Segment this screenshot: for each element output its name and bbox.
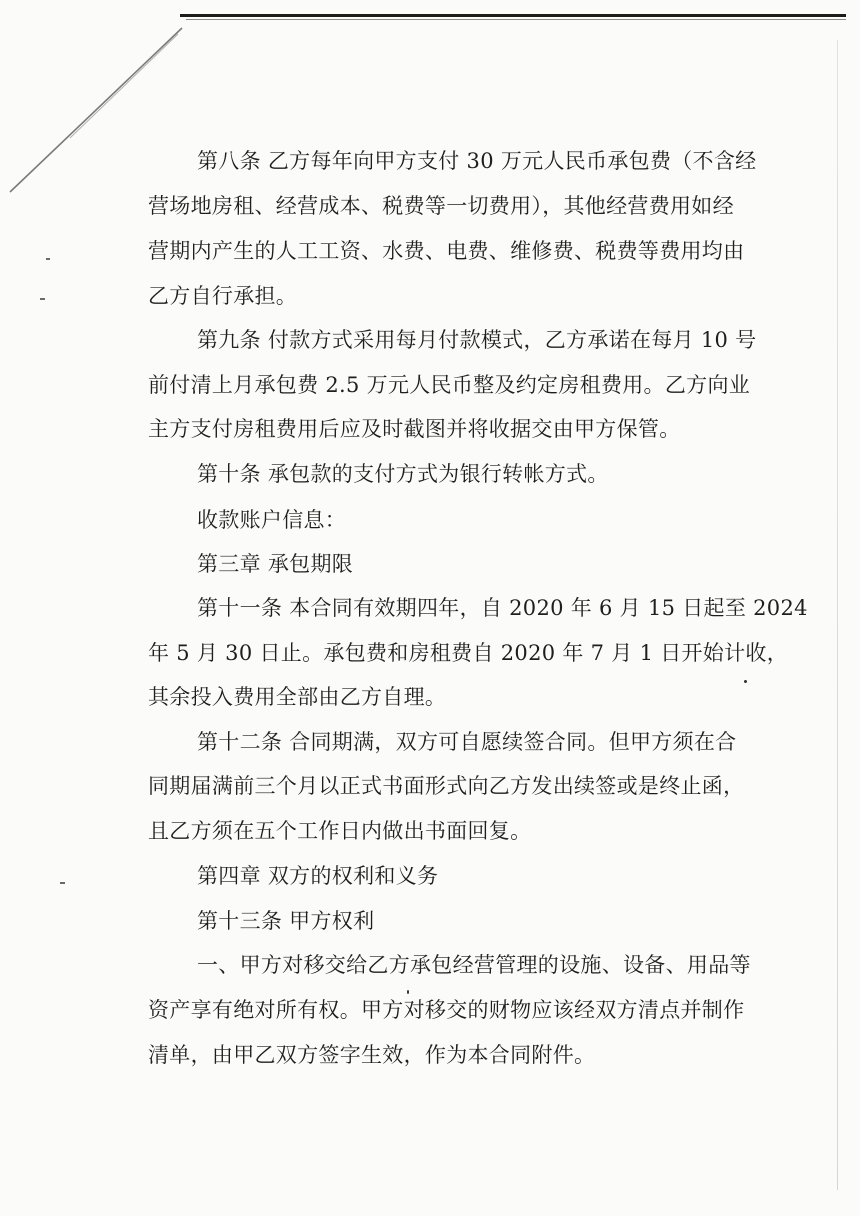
article-13-clause-1-line-3: 清单，由甲乙双方签字生效，作为本合同附件。 bbox=[148, 1043, 596, 1067]
scan-speck bbox=[40, 298, 45, 300]
article-11-line-2: 年 5 月 30 日止。承包费和房租费自 2020 年 7 月 1 日开始计收， bbox=[148, 641, 788, 665]
article-11-line-3: 其余投入费用全部由乙方自理。 bbox=[148, 685, 447, 709]
scan-speck bbox=[744, 680, 747, 683]
article-13-clause-1-line-2: 资产享有绝对所有权。甲方对移交的财物应该经双方清点并制作 bbox=[148, 998, 745, 1022]
article-8-line-3: 营期内产生的人工工资、水费、电费、维修费、税费等费用均由 bbox=[148, 239, 745, 263]
scan-speck bbox=[407, 990, 409, 994]
chapter-3-heading: 第三章 承包期限 bbox=[197, 552, 354, 576]
article-10: 第十条 承包款的支付方式为银行转帐方式。 bbox=[197, 462, 609, 486]
article-9-line-3: 主方支付房租费用后应及时截图并将收据交由甲方保管。 bbox=[148, 417, 681, 441]
article-9-line-1: 第九条 付款方式采用每月付款模式，乙方承诺在每月 10 号 bbox=[197, 328, 757, 352]
article-11-line-1: 第十一条 本合同有效期四年，自 2020 年 6 月 15 日起至 2024 bbox=[197, 596, 808, 620]
article-13-clause-1-line-1: 一、甲方对移交给乙方承包经营管理的设施、设备、用品等 bbox=[197, 953, 751, 977]
scan-speck bbox=[60, 882, 65, 884]
article-12-line-1: 第十二条 合同期满，双方可自愿续签合同。但甲方须在合 bbox=[197, 730, 737, 754]
scan-right-edge bbox=[837, 40, 838, 1190]
article-12-line-3: 且乙方须在五个工作日内做出书面回复。 bbox=[148, 819, 532, 843]
article-8-line-2: 营场地房租、经营成本、税费等一切费用），其他经营费用如经 bbox=[148, 194, 734, 218]
article-8-line-4: 乙方自行承担。 bbox=[148, 284, 298, 308]
article-8-line-1: 第八条 乙方每年向甲方支付 30 万元人民币承包费（不含经 bbox=[197, 149, 757, 173]
article-13-heading: 第十三条 甲方权利 bbox=[197, 909, 375, 933]
chapter-4-heading: 第四章 双方的权利和义务 bbox=[197, 864, 439, 888]
account-info-label: 收款账户信息： bbox=[197, 508, 347, 532]
article-12-line-2: 同期届满前三个月以正式书面形式向乙方发出续签或是终止函， bbox=[148, 774, 745, 798]
scan-edge-line bbox=[180, 14, 846, 17]
scan-edge-line-faint bbox=[186, 19, 846, 20]
article-9-line-2: 前付清上月承包费 2.5 万元人民币整及约定房租费用。乙方向业 bbox=[148, 373, 751, 397]
scan-fold-line bbox=[0, 0, 200, 200]
scan-speck bbox=[46, 258, 50, 260]
